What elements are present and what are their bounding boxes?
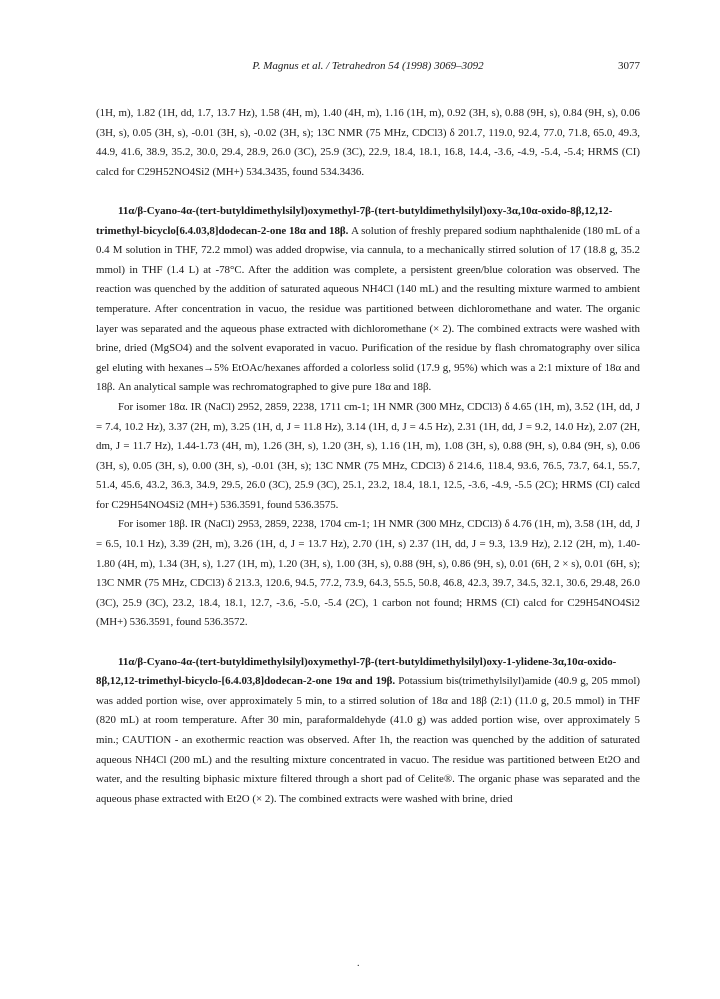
running-header: [96, 60, 640, 76]
compound-18-paragraph: [96, 202, 640, 398]
compound-18-procedure: A solution of freshly prepared sodium naphthalenide (180 mL of a 0.4 M solution in THF, 72.2 mmol) was added dropwise, via cannula, to a mechanically stirred solution of 17 (18.8 g, 35.2 mmol) in THF (1.4 L) at -78°C. After the addition was complete, a persistent green/blue coloration was observed. The reaction was quenched by the addition of saturated aqueous NH4Cl (140 mL) and the resulting mixture warmed to ambient temperature. After concentration in vacuo, the residue was partitioned between dichloromethane and water. The organic layer was separated and the aqueous phase extracted with dichloromethane (× 2). The combined extracts were washed with brine, dried (MgSO4) and the solvent evaporated in vacuo. Purification of the residue by flash chromatography over silica gel eluting with hexanes→5% EtOAc/hexanes afforded a colorless solid (17.9 g, 95%) which was a 2:1 mixture of 18α and 18β. An analytical sample was rechromatographed to give pure 18α and 18β.: [96, 224, 640, 394]
nmr-continuation-paragraph: (1H, m), 1.82 (1H, dd, 1.7, 13.7 Hz), 1.58 (4H, m), 1.40 (4H, m), 1.16 (1H, m), 0.92 (3H, s), 0.88 (9H, s), 0.84 (9H, s), 0.06 (3H, s), 0.05 (3H, s), -0.01 (3H, s), -0.02 (3H, s); 13C NMR (75 MHz, CDCl3) δ 201.7, 119.0, 92.4, 77.0, 71.8, 65.0, 49.3, 44.9, 41.6, 38.9, 35.2, 30.0, 29.4, 28.9, 26.0 (3C), 25.9 (3C), 22.9, 18.4, 18.1, 16.8, 14.4, -3.6, -4.9, -5.4, -5.4; HRMS (CI) calcd for C29H52NO4Si2 (MH+) 534.3435, found 534.3436.: [96, 107, 640, 178]
running-title: P. Magnus et al. / Tetrahedron 54 (1998) 3069–3092: [252, 60, 484, 72]
article-body: [96, 104, 640, 809]
compound-18-title: 11α/β-Cyano-4α-(tert-butyldimethylsilyl)oxymethyl-7β-(tert-butyldimethylsilyl)oxy-3α,10α-oxido-8β,12,12-trimethyl-bicyclo[6.4.03,8]dodecan-2-one 18α and 18β.: [96, 204, 613, 237]
compound-19-title: 11α/β-Cyano-4α-(tert-butyldimethylsilyl)oxymethyl-7β-(tert-butyldimethylsilyl)oxy-1-ylidene-3α,10α-oxido-8β,12,12-trimethyl-bicyclo-[6.4.03,8]dodecan-2-one 19α and 19β.: [96, 655, 617, 688]
compound-19-paragraph: [96, 653, 640, 810]
paragraph-gap: [96, 182, 640, 202]
isomer-18-beta-data: For isomer 18β. IR (NaCl) 2953, 2859, 2238, 1704 cm-1; 1H NMR (300 MHz, CDCl3) δ 4.76 (1H, m), 3.58 (1H, dd, J = 6.5, 10.1 Hz), 3.39 (2H, m), 3.26 (1H, d, J = 13.7 Hz), 2.70 (1H, s) 2.37 (1H, dd, J = 9.3, 13.9 Hz), 2.12 (2H, m), 1.40-1.80 (4H, m), 1.34 (3H, s), 1.27 (1H, m), 1.20 (3H, s), 1.00 (3H, s), 0.88 (9H, s), 0.86 (9H, s), 0.01 (6H, 2 × s), 0.01 (6H, s); 13C NMR (75 MHz, CDCl3) δ 213.3, 120.6, 94.5, 77.2, 73.9, 64.3, 55.5, 50.8, 46.8, 42.3, 39.7, 34.5, 32.1, 30.6, 29.48, 26.0 (3C), 25.9 (3C), 23.2, 18.4, 18.1, 12.7, -3.6, -5.0, -5.4 (2C), 1 carbon not found; HRMS (CI) calcd for C29H54NO4Si2 (MH+) 536.3591, found 536.3572.: [96, 518, 640, 629]
paragraph-gap: [96, 633, 640, 653]
page-number: 3077: [618, 60, 640, 72]
compound-19-procedure: Potassium bis(trimethylsilyl)amide (40.9 g, 205 mmol) was added portion wise, over approximately 5 min, to a stirred solution of 18α and 18β (2:1) (11.0 g, 20.5 mmol) in THF (820 mL) at room temperature. After 30 min, paraformaldehyde (41.0 g) was added portion wise, over approximately 5 min.; CAUTION - an exothermic reaction was observed. After 1h, the reaction was quenched by the addition of saturated aqueous NH4Cl (200 mL) and the resulting mixture concentrated in vacuo. The residue was partitioned between Et2O and water, and the resulting biphasic mixture filtered through a short pad of Celite®. The organic phase was separated and the aqueous phase extracted with Et2O (× 2). The combined extracts were washed with brine, dried: [96, 675, 640, 805]
isomer-18-alpha-data: For isomer 18α. IR (NaCl) 2952, 2859, 2238, 1711 cm-1; 1H NMR (300 MHz, CDCl3) δ 4.65 (1H, m), 3.52 (1H, dd, J = 7.4, 10.2 Hz), 3.37 (2H, m), 3.25 (1H, d, J = 11.8 Hz), 3.14 (1H, d, J = 4.5 Hz), 2.31 (1H, dd, J = 9.2, 14.0 Hz), 2.07 (2H, dm, J = 11.7 Hz), 1.44-1.73 (4H, m), 1.26 (3H, s), 1.20 (3H, s), 1.16 (1H, m), 1.08 (3H, s), 0.88 (9H, s), 0.84 (9H, s), 0.06 (3H, s), 0.05 (3H, s), 0.00 (3H, s), -0.01 (3H, s); 13C NMR (75 MHz, CDCl3) δ 214.6, 118.4, 93.6, 76.5, 73.7, 64.1, 55.7, 51.4, 45.6, 43.2, 36.3, 34.9, 29.5, 26.0 (3C), 25.9 (3C), 25.1, 23.2, 18.4, 18.1, 12.5, -3.6, -4.9, -5.5 (2C); HRMS (CI) calcd for C29H54NO4Si2 (MH+) 536.3591, found 536.3575.: [96, 400, 640, 511]
footer-mark: .: [357, 958, 360, 969]
